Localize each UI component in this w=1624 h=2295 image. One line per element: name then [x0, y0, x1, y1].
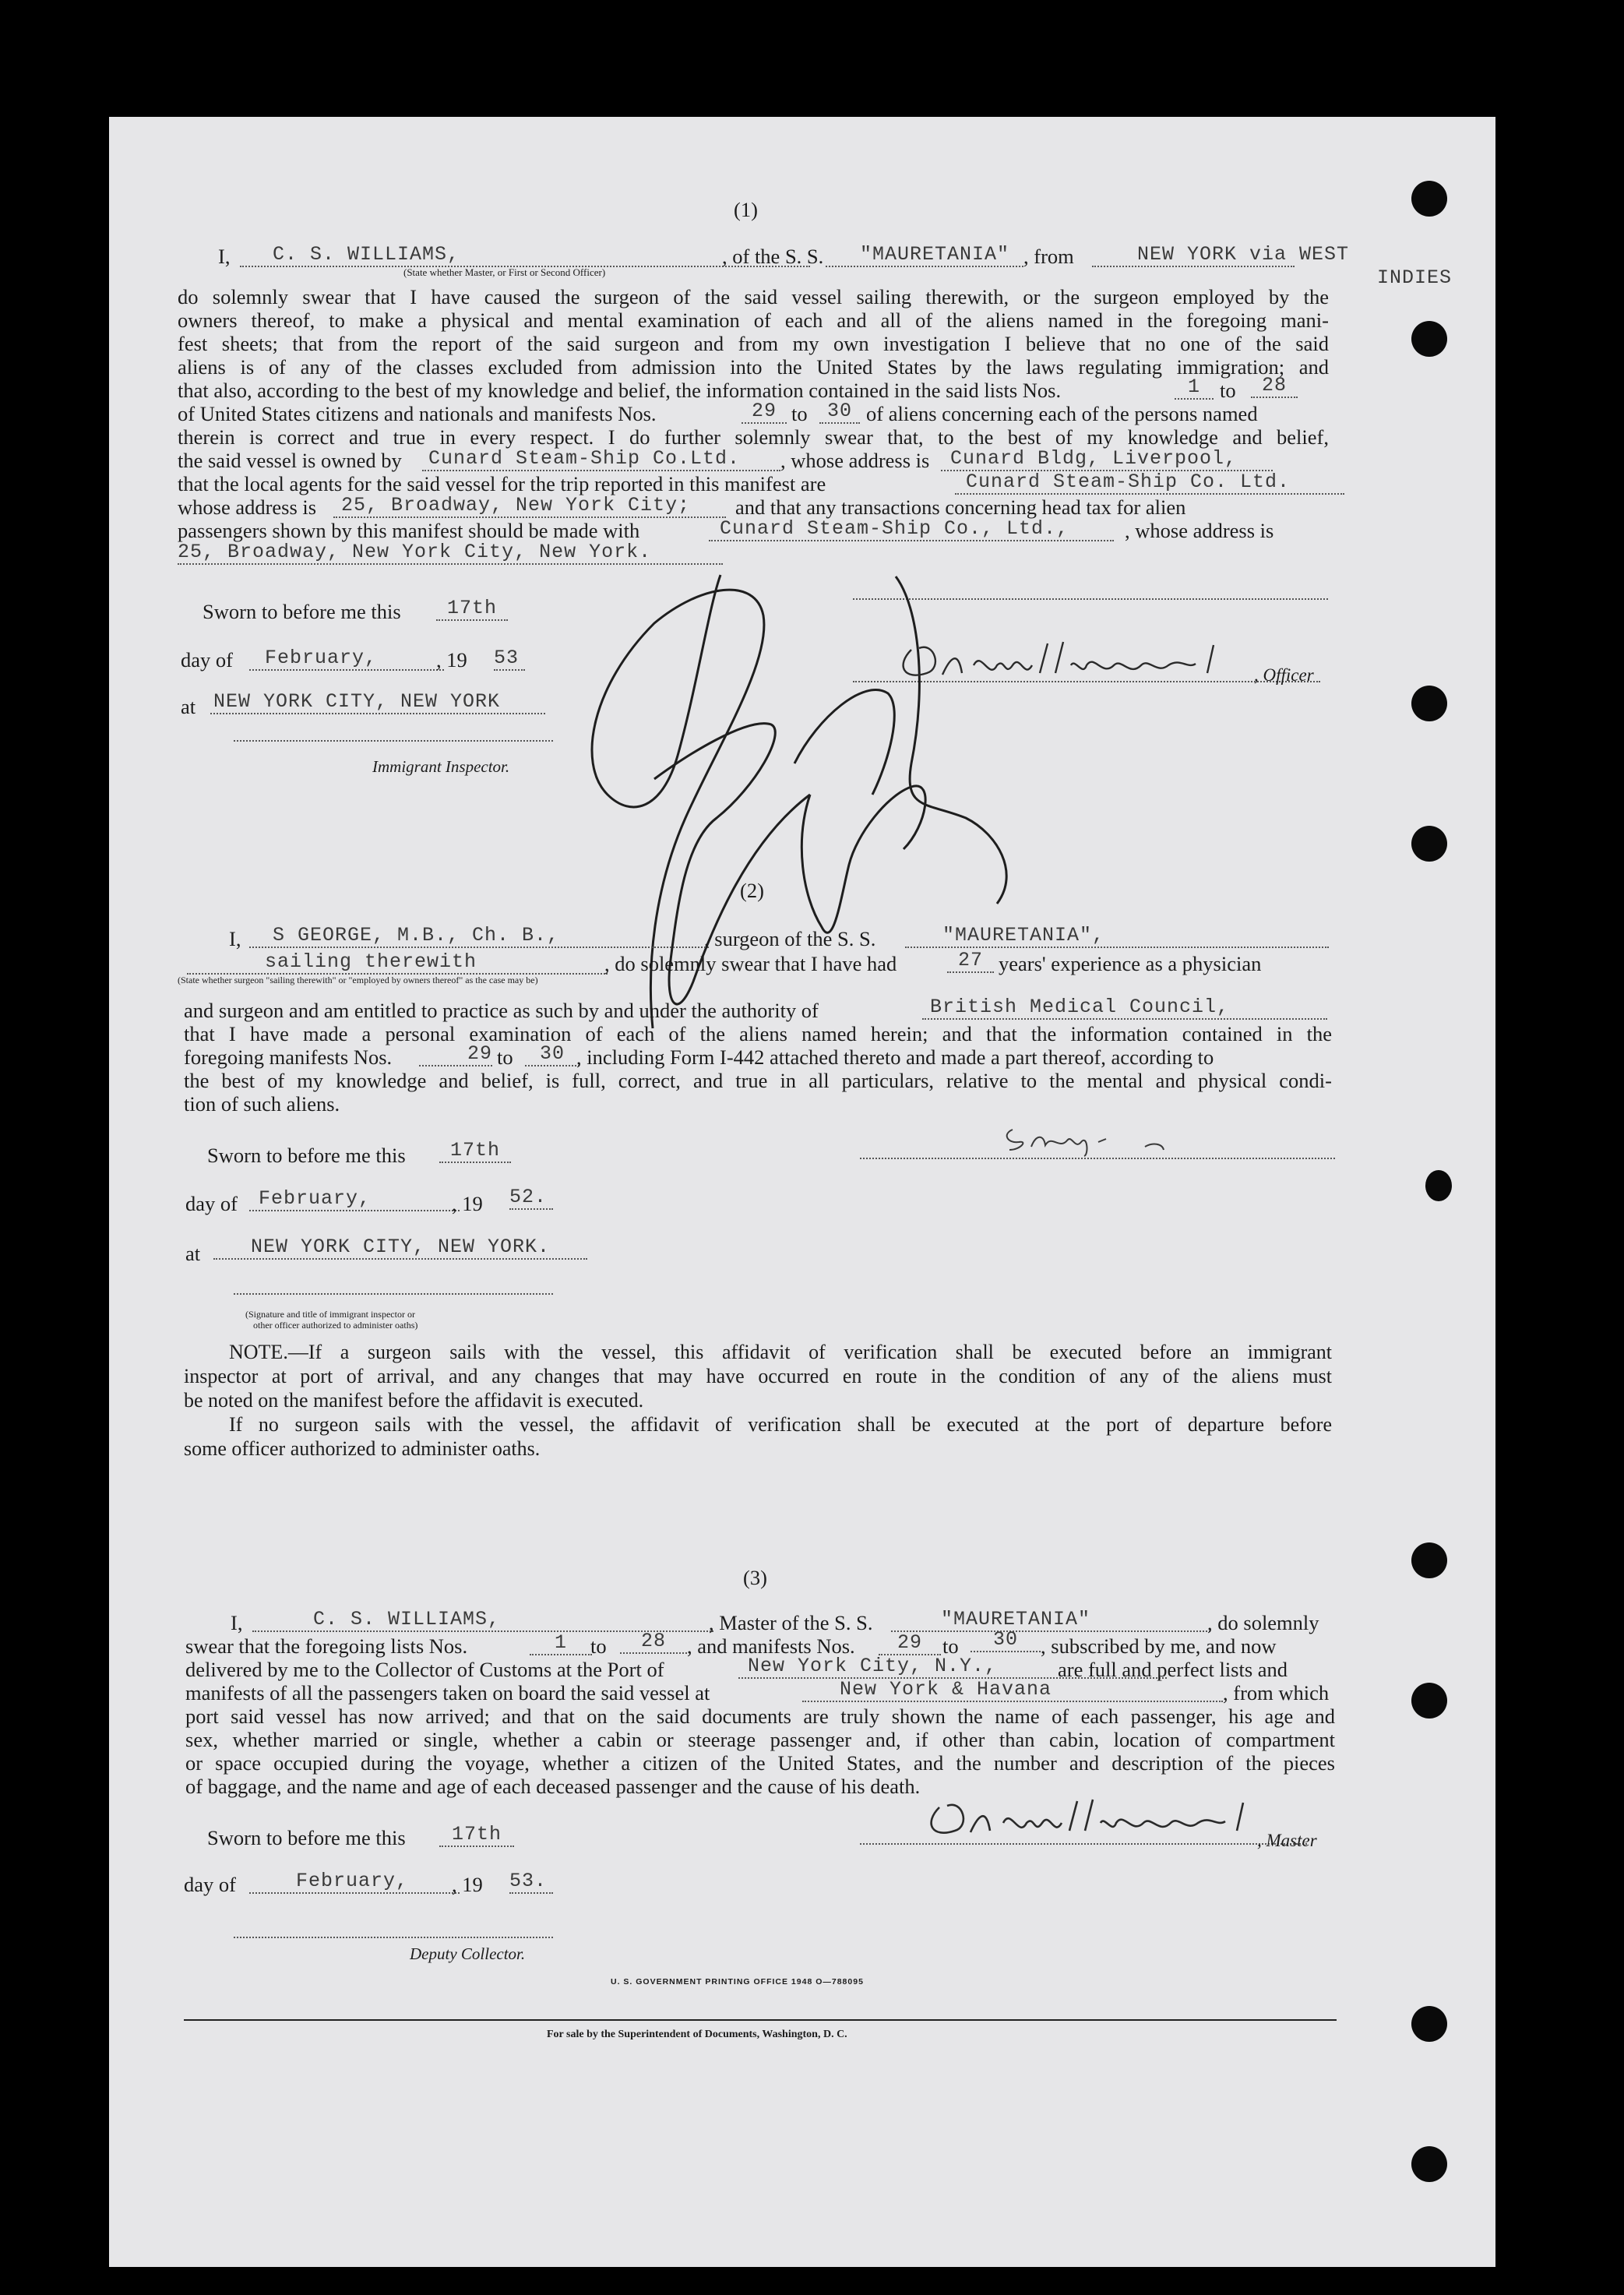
year-field: 53. [509, 1870, 553, 1894]
collector-signature-line [234, 1937, 553, 1938]
signature-hint: other officer authorized to administer oaths) [253, 1320, 418, 1331]
list-from-field: 1 [530, 1631, 592, 1655]
ship-name-field: "MAURETANIA" [891, 1608, 1210, 1632]
sworn-day-field: 17th [439, 1139, 511, 1163]
label-subscribed: , subscribed by me, and now [1041, 1634, 1277, 1658]
note-line: inspector at port of arrival, and any changes that may have occurred en route in the condition of any of the aliens must [184, 1365, 1332, 1387]
sailing-field: sailing therewith [187, 950, 608, 975]
port-field: New York City, N.Y., [738, 1655, 1167, 1679]
oath-line-aliens: of aliens concerning each of the persons named [866, 402, 1258, 425]
note-line: NOTE.—If a surgeon sails with the vessel, this affidavit of verification shall be executed before an immigrant [229, 1341, 1332, 1363]
oath-line-lists: swear that the foregoing lists Nos. [185, 1634, 468, 1658]
label-i: I, [229, 927, 241, 950]
owner-field: Cunard Steam-Ship Co.Ltd. [422, 447, 780, 471]
collector-label: Deputy Collector. [410, 1944, 526, 1963]
officer-label: , Officer [1254, 665, 1314, 685]
year-prefix: , 19 [452, 1873, 483, 1896]
inspector-signature-line [234, 1293, 553, 1295]
authority-field: British Medical Council, [922, 996, 1327, 1020]
oath-line-manifests: foregoing manifests Nos. [184, 1045, 393, 1069]
section-1-heading: (1) [734, 198, 758, 221]
oath-line-owner: the said vessel is owned by [178, 449, 402, 472]
label-experience: years' experience as a physician [999, 952, 1262, 975]
punch-hole [1411, 686, 1447, 721]
oath-line-agents-address: whose address is [178, 495, 317, 519]
master-hint: (State whether Master, or First or Second Officer) [403, 266, 606, 278]
owner-address-field: Cunard Bldg, Liverpool, [941, 447, 1273, 471]
oath-line: the best of my knowledge and belief, is full, correct, and true in all particulars, relative to the mental and physical condi- [184, 1069, 1332, 1092]
label-to: to [590, 1634, 607, 1658]
manifest-from-field: 29 [742, 400, 787, 424]
label-to: to [1220, 379, 1236, 402]
master-name-field: C. S. WILLIAMS, [240, 243, 810, 267]
label-do-solemnly: , do solemnly [1207, 1611, 1319, 1634]
note-line: If no surgeon sails with the vessel, the affidavit of verification shall be executed at the port of departure before [229, 1413, 1332, 1436]
oath-line: tion of such aliens. [184, 1092, 340, 1116]
oath-line-authority: and surgeon and am entitled to practice as such by and under the authority of [184, 999, 819, 1022]
punch-hole [1411, 1542, 1447, 1578]
place-field: NEW YORK CITY, NEW YORK [210, 690, 545, 714]
day-of-label: day of [184, 1873, 236, 1896]
surgeon-hint: (State whether surgeon "sailing therewith" or "employed by owners thereof" as the case may be) [178, 975, 538, 985]
oath-line-form: , including Form I-442 attached thereto and made a part thereof, according to [576, 1045, 1214, 1069]
gpo-imprint: U. S. GOVERNMENT PRINTING OFFICE 1948 O—788095 [611, 1977, 864, 1987]
year-field: 52. [509, 1186, 553, 1210]
route-continuation: INDIES [1377, 266, 1453, 289]
officer-signature [888, 634, 1246, 689]
sworn-label: Sworn to before me this [207, 1144, 406, 1167]
surgeon-signature [997, 1119, 1184, 1158]
ship-name-field: "MAURETANIA" [826, 243, 1023, 267]
manifest-to-field: 30 [819, 400, 860, 424]
oath-line: or space occupied during the voyage, whether a citizen of the United States, and the number and description of the pieces [185, 1751, 1335, 1775]
footer-rule [184, 2019, 1337, 2021]
list-to-field: 28 [1251, 374, 1298, 398]
manifest-from-field: 29 [419, 1042, 492, 1066]
note-line: be noted on the manifest before the affidavit is executed. [184, 1389, 644, 1412]
list-to-field: 28 [620, 1630, 687, 1654]
label-to: to [791, 402, 808, 425]
punch-hole [1411, 1683, 1447, 1719]
years-field: 27 [947, 949, 994, 973]
year-prefix: , 19 [436, 648, 467, 672]
note-line: some officer authorized to administer oaths. [184, 1437, 541, 1460]
label-from-which: , from which [1223, 1681, 1330, 1705]
oath-line: sex, whether married or single, whether a cabin or steerage passenger and, if other than cabin, location of compartment [185, 1728, 1335, 1751]
inspector-signature-line [234, 740, 553, 742]
oath-line: fest sheets; that from the report of the said surgeon and from my own investigation I believe that no one of the said [178, 332, 1329, 355]
inspector-label: Immigrant Inspector. [372, 757, 510, 776]
origin-field: New York & Havana [802, 1678, 1223, 1702]
oath-line: port said vessel has now arrived; and that on the said documents are truly shown the name of each passenger, his age and [185, 1705, 1335, 1728]
document-page [109, 117, 1495, 2267]
label-from: , from [1023, 245, 1074, 268]
sworn-day-field: 17th [436, 597, 508, 621]
year-field: 53 [494, 647, 525, 671]
signature-hint: (Signature and title of immigrant inspector or [245, 1309, 415, 1320]
oath-line-headtax: and that any transactions concerning head tax for alien [735, 495, 1186, 519]
punch-hole [1411, 2006, 1447, 2042]
sworn-day-field: 17th [439, 1823, 514, 1847]
section-2-heading: (2) [740, 879, 764, 902]
master-signature [916, 1792, 1259, 1846]
sale-notice: For sale by the Superintendent of Documents, Washington, D. C. [547, 2029, 847, 2040]
at-label: at [185, 1242, 201, 1265]
punch-hole [1425, 1170, 1452, 1201]
label-swear: , do solemnly swear that I have had [604, 952, 897, 975]
oath-line: that I have made a personal examination of each of the aliens named herein; and that the information contained in the [184, 1022, 1332, 1045]
section-3-heading: (3) [743, 1566, 767, 1589]
oath-line-lists: that also, according to the best of my knowledge and belief, the information contained in the said lists Nos. [178, 379, 1062, 402]
oath-line: aliens is of any of the classes excluded from admission into the United States by the laws regulating immigration; and [178, 355, 1329, 379]
label-of-ss: , of the S. S. [722, 245, 824, 268]
route-field: NEW YORK via WEST [1092, 243, 1295, 267]
label-full-perfect: are full and perfect lists and [1058, 1658, 1288, 1681]
punch-hole [1411, 826, 1447, 862]
punch-hole [1411, 181, 1447, 217]
oath-line-headtax-agent: passengers shown by this manifest should be made with [178, 519, 640, 542]
label-to: to [942, 1634, 959, 1658]
manifest-from-field: 29 [879, 1631, 941, 1655]
agents-field: Cunard Steam-Ship Co. Ltd. [955, 471, 1344, 495]
headtax-agent-field: Cunard Steam-Ship Co., Ltd., [709, 517, 1114, 541]
punch-hole [1411, 2146, 1447, 2182]
label-whose-address: , whose address is [780, 449, 930, 472]
place-field: NEW YORK CITY, NEW YORK. [213, 1236, 587, 1260]
day-of-label: day of [181, 648, 233, 672]
oath-line: do solemnly swear that I have caused the surgeon of the said vessel sailing therewith, or the surgeon employed by the [178, 285, 1329, 308]
master-name-field: C. S. WILLIAMS, [252, 1608, 713, 1632]
label-surgeon-of: , surgeon of the S. S. [704, 927, 876, 950]
year-prefix: , 19 [452, 1192, 483, 1215]
master-label: , Master [1257, 1831, 1317, 1850]
oath-line-agents: that the local agents for the said vessel for the trip reported in this manifest are [178, 472, 826, 495]
sworn-label: Sworn to before me this [207, 1826, 406, 1849]
label-master-of: , Master of the S. S. [709, 1611, 873, 1634]
at-label: at [181, 695, 196, 718]
month-field: February, [249, 1187, 460, 1211]
label-and-manifests: , and manifests Nos. [687, 1634, 855, 1658]
day-of-label: day of [185, 1192, 238, 1215]
oath-line-port: delivered by me to the Collector of Customs at the Port of [185, 1658, 664, 1681]
sworn-label: Sworn to before me this [203, 600, 401, 623]
agents-address-field: 25, Broadway, New York City; [333, 494, 726, 518]
month-field: February, [249, 647, 444, 671]
list-from-field: 1 [1175, 375, 1214, 400]
label-whose-address: , whose address is [1125, 519, 1274, 542]
label-i: I, [231, 1611, 243, 1634]
oath-line-origin: manifests of all the passengers taken on board the said vessel at [185, 1681, 710, 1705]
manifest-to-field: 30 [525, 1042, 579, 1066]
month-field: February, [249, 1870, 460, 1894]
oath-line-manifests: of United States citizens and nationals and manifests Nos. [178, 402, 657, 425]
ship-name-field: "MAURETANIA", [905, 924, 1329, 948]
label-i: I, [218, 245, 231, 268]
oath-line: owners thereof, to make a physical and mental examination of each and all of the aliens named in the foregoing mani- [178, 308, 1329, 332]
surgeon-signature-line [860, 1158, 1335, 1159]
surgeon-name-field: S GEORGE, M.B., Ch. B., [249, 924, 709, 948]
oath-line: therein is correct and true in every respect. I do further solemnly swear that, to the best of my knowledge and belief, [178, 425, 1329, 449]
label-to: to [497, 1045, 513, 1069]
punch-hole [1411, 321, 1447, 357]
headtax-address-field: 25, Broadway, New York City, New York. [178, 541, 723, 565]
oath-line: of baggage, and the name and age of each deceased passenger and the cause of his death. [185, 1775, 921, 1798]
manifest-to-field: 30 [971, 1628, 1041, 1652]
